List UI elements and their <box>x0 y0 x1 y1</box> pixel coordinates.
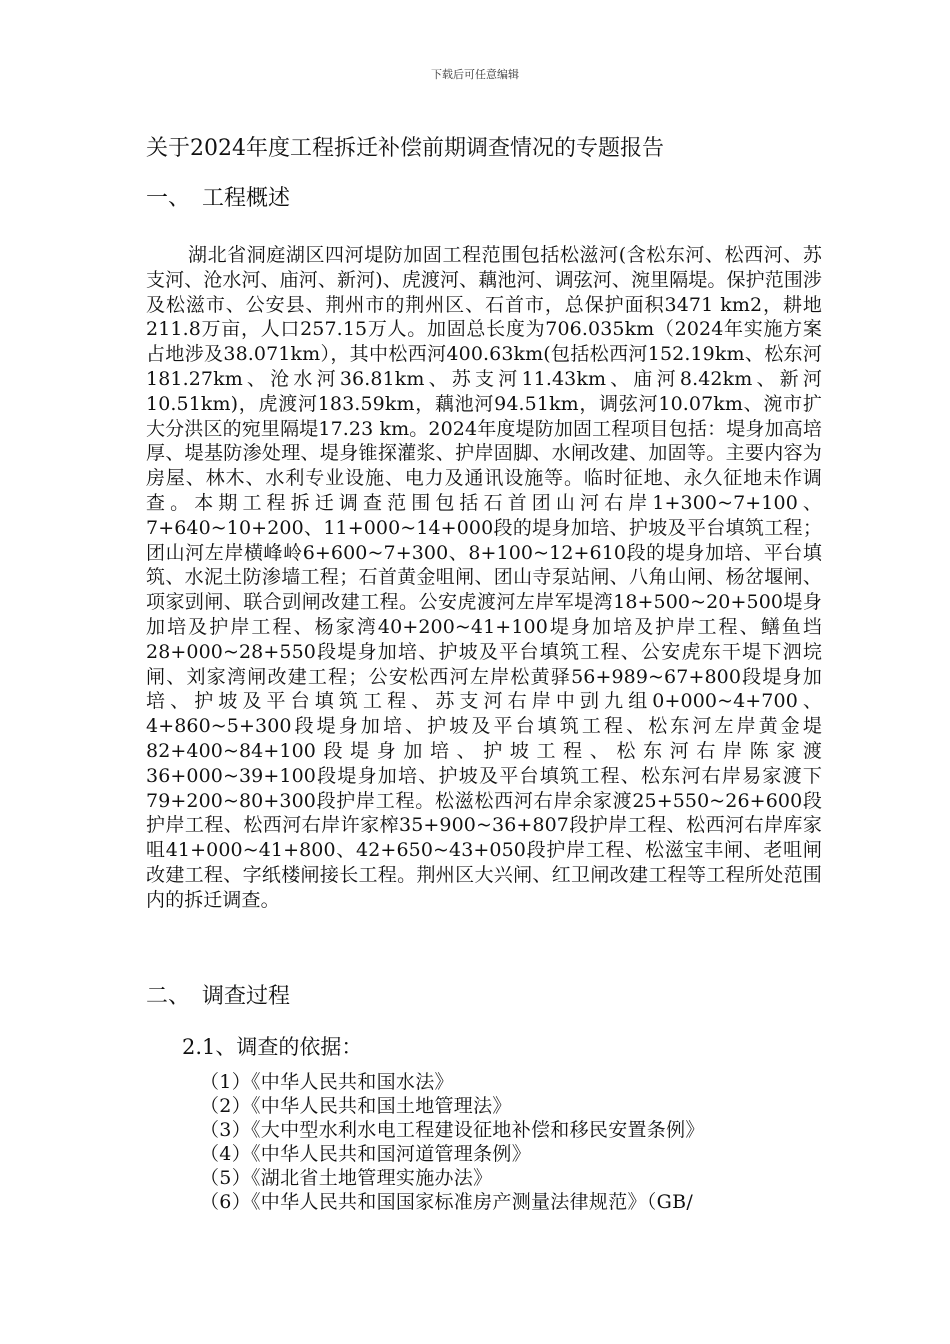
section-2-title: 调查过程 <box>202 984 291 1009</box>
section-2-heading <box>146 982 290 1012</box>
legal-basis-list <box>200 1070 840 1214</box>
list-item: （1）《中华人民共和国水法》 <box>200 1071 454 1093</box>
list-item: （3）《大中型水利水电工程建设征地补偿和移民安置条例》 <box>200 1119 705 1141</box>
list-item: （2）《中华人民共和国土地管理法》 <box>200 1095 512 1117</box>
section-1-number: 一、 <box>146 186 191 211</box>
list-item: （6）《中华人民共和国国家标准房产测量法律规范》（GB/ <box>200 1191 694 1213</box>
project-overview-paragraph: 湖北省洞庭湖区四河堤防加固工程范围包括松滋河(含松东河、松西河、苏支河、沧水河、庙河、新河)、虎渡河、藕池河、调弦河、涴里隔堤。保护范围涉及松滋市、公安县、荆州市的荆州区、石首市，总保护面积3471 km2，耕地211.8万亩，人口257.15万人。加固总长度为706.035km（2024年实施方案占地涉及38.071km），其中松西河400.63km(包括松西河152.19km、松东河181.27km、沧水河36.81km、苏支河11.43km、庙河8.42km、新河10.51km)，虎渡河183.59km，藕池河94.51km，调弦河10.07km、涴市扩大分洪区的宛里隔堤17.23 km。2024年度堤防加固工程项目包括：堤身加高培厚、堤基防渗处理、堤身锥探灌浆、护岸固脚、水闸改建、加固等。主要内容为房屋、林木、水利专业设施、电力及通讯设施等。临时征地、永久征地未作调查。本期工程拆迁调查范围包括石首团山河右岸1+300~7+100、7+640~10+200、11+000~14+000段的堤身加培、护坡及平台填筑工程；团山河左岸横峰岭6+600~7+300、8+100~12+610段的堤身加培、平台填筑、水泥土防渗墙工程；石首黄金咀闸、团山寺泵站闸、八角山闸、杨岔堰闸、项家剅闸、联合剅闸改建工程。公安虎渡河左岸军堤湾18+500~20+500堤身加培及护岸工程、杨家湾40+200~41+100堤身加培及护岸工程、鳝鱼垱28+000~28+550段堤身加培、护坡及平台填筑工程、公安虎东干堤下泗垸闸、刘家湾闸改建工程；公安松西河左岸松黄驿56+989~67+800段堤身加培、护坡及平台填筑工程、苏支河右岸中剅九组0+000~4+700、4+860~5+300段堤身加培、护坡及平台填筑工程、松东河左岸黄金堤82+400~84+100段堤身加培、护坡工程、松东河右岸陈家渡36+000~39+100段堤身加培、护坡及平台填筑工程、松东河右岸易家渡下79+200~80+300段护岸工程。松滋松西河右岸余家渡25+550~26+600段护岸工程、松西河右岸许家榨35+900~36+807段护岸工程、松西河右岸库家咀41+000~41+800、42+650~43+050段护岸工程、松滋宝丰闸、老咀闸改建工程、字纸楼闸接长工程。荆州区大兴闸、红卫闸改建工程等工程所处范围内的拆迁调查。 <box>146 244 823 911</box>
document-title: 关于2024年度工程拆迁补偿前期调查情况的专题报告 <box>146 136 664 161</box>
section-1-heading <box>146 184 290 214</box>
section-1-title: 工程概述 <box>202 186 291 211</box>
header-note: 下载后可任意编辑 <box>431 68 519 81</box>
list-item: （4）《中华人民共和国河道管理条例》 <box>200 1143 531 1165</box>
subsection-2-1-heading: 2.1、调查的依据： <box>182 1035 363 1059</box>
list-item: （5）《湖北省土地管理实施办法》 <box>200 1167 493 1189</box>
section-2-number: 二、 <box>146 984 191 1009</box>
